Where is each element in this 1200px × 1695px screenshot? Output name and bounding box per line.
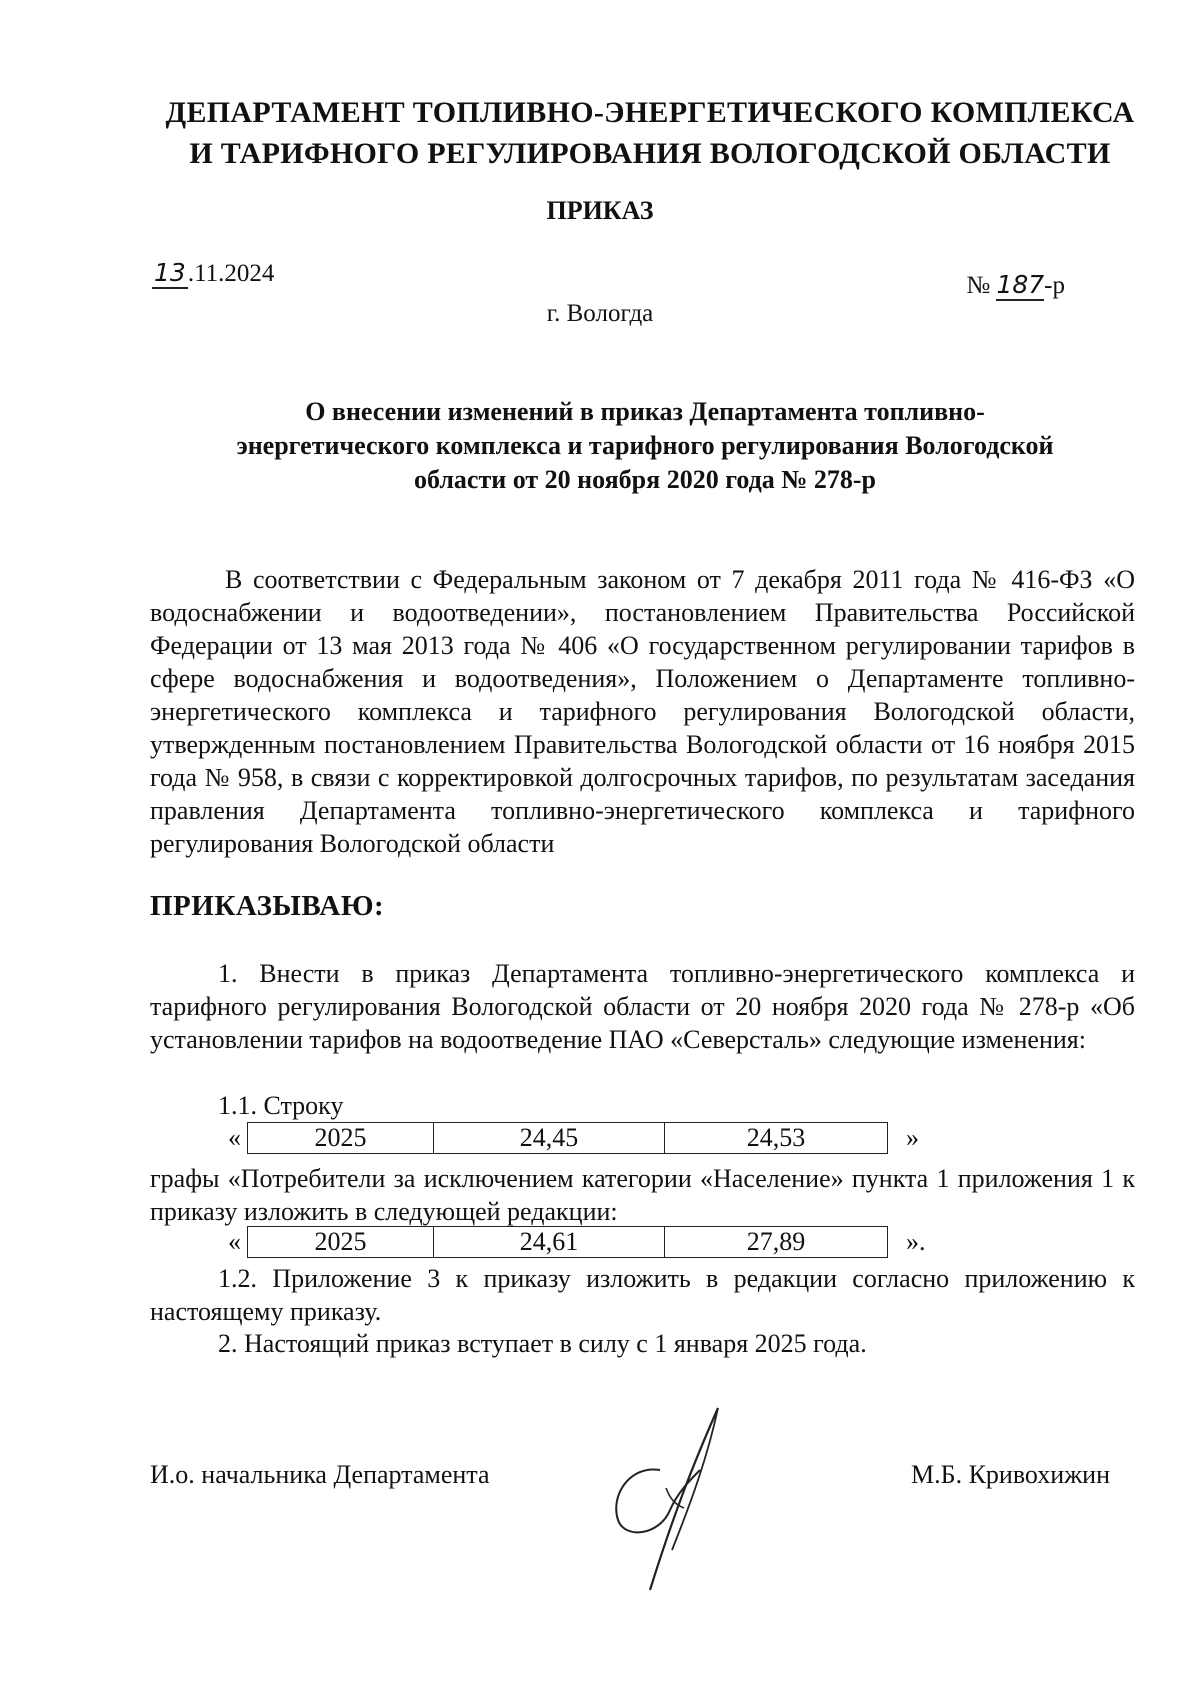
number-sign: № (966, 272, 991, 299)
old-row-close-quote: » (906, 1123, 919, 1152)
signatory-position: И.о. начальника Департамента (150, 1460, 490, 1489)
new-row-value-1: 24,61 (434, 1227, 665, 1258)
handwritten-signature (600, 1400, 760, 1600)
order-title: ПРИКАЗ (546, 196, 654, 225)
table-row (248, 1123, 888, 1154)
new-row-close-quote: ». (906, 1227, 926, 1256)
order-word: ПРИКАЗЫВАЮ: (150, 890, 385, 922)
order-number (966, 270, 1065, 300)
preamble-paragraph: В соответствии с Федеральным законом от 7 декабря 2011 года № 416-ФЗ «О водоснабжении и водоотведении», постановлением Правительства Российской Федерации от 13 мая 2013 года № 406 «О государственном регулировании тарифов в сфере водоснабжения и водоотведения», Положением о Департаменте топливно-энергетического комплекса и тарифного регулирования Вологодской области, утвержденным постановлением Правительства Вологодской области от 16 ноября 2015 года № 958, в связи с корректировкой долгосрочных тарифов, по результатам заседания правления Департамента топливно-энергетического комплекса и тарифного регулирования Вологодской области (150, 565, 1135, 858)
number-handwritten: 187 (996, 270, 1045, 299)
signature-stroke-inner (672, 1408, 718, 1550)
signature-stroke-long (650, 1408, 718, 1590)
signatory-name: М.Б. Кривохижин (911, 1460, 1110, 1489)
new-row-value-2: 27,89 (665, 1227, 888, 1258)
header-line-1: ДЕПАРТАМЕНТ ТОПЛИВНО-ЭНЕРГЕТИЧЕСКОГО КОМПЛЕКСА (165, 96, 1135, 129)
new-row-year: 2025 (248, 1227, 434, 1258)
item-1-1-label: 1.1. Строку (218, 1091, 344, 1120)
old-row-table (247, 1122, 888, 1154)
table-row (248, 1227, 888, 1258)
number-suffix: -р (1044, 272, 1065, 299)
header-line-2: И ТАРИФНОГО РЕГУЛИРОВАНИЯ ВОЛОГОДСКОЙ ОБЛАСТИ (189, 137, 1111, 170)
subject-line-2: энергетического комплекса и тарифного регулирования Вологодской (236, 431, 1054, 460)
old-row-value-1: 24,45 (434, 1123, 665, 1154)
order-subject (175, 395, 1115, 497)
old-row (228, 1122, 919, 1154)
old-row-open-quote: « (228, 1123, 241, 1152)
subject-line-1: О внесении изменений в приказ Департамента топливно- (305, 397, 985, 426)
order-city: г. Вологда (546, 300, 654, 327)
new-row (228, 1226, 926, 1258)
old-row-year: 2025 (248, 1123, 434, 1154)
item-1-1-text: графы «Потребители за исключением категории «Население» пункта 1 приложения 1 к приказу изложить в следующей редакции: (150, 1164, 1135, 1226)
old-row-value-2: 24,53 (665, 1123, 888, 1154)
date-day-handwritten: 13 (154, 258, 186, 287)
item-1-2-paragraph: 1.2. Приложение 3 к приказу изложить в редакции согласно приложению к настоящему приказу. (150, 1264, 1135, 1326)
subject-line-3: области от 20 ноября 2020 года № 278-р (413, 465, 877, 494)
department-header (100, 92, 1200, 174)
item-2-paragraph: 2. Настоящий приказ вступает в силу с 1 января 2025 года. (218, 1329, 867, 1358)
item-1-paragraph: 1. Внести в приказ Департамента топливно-энергетического комплекса и тарифного регулирования Вологодской области от 20 ноября 2020 года № 278-р «Об установлении тарифов на водоотведение ПАО «Северсталь» следующие изменения: (150, 959, 1135, 1054)
order-date (152, 258, 274, 288)
date-month-year: .11.2024 (187, 260, 275, 287)
new-row-open-quote: « (228, 1227, 241, 1256)
new-row-table (247, 1226, 888, 1258)
